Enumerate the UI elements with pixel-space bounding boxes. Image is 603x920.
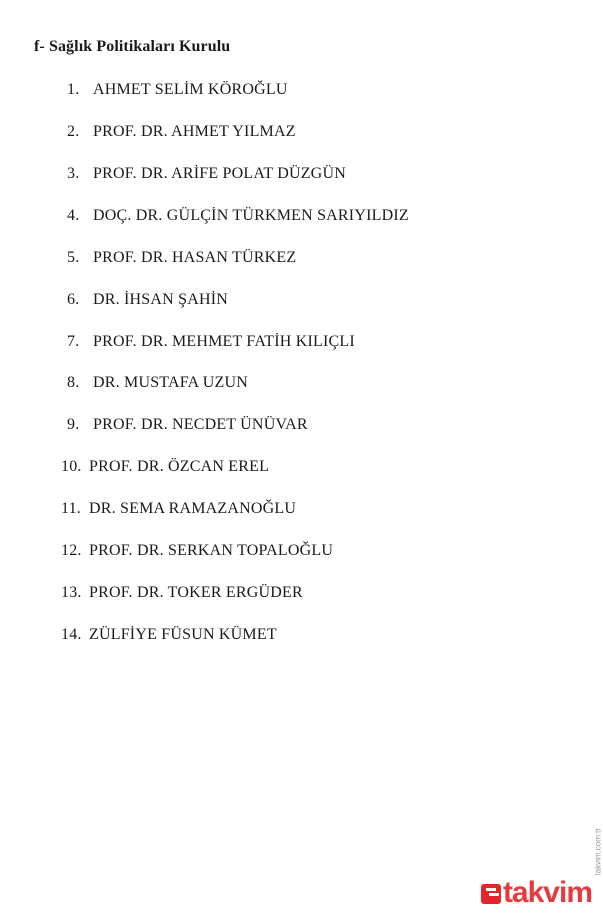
item-number: 12. [61, 542, 82, 559]
list-item [67, 374, 248, 392]
member-name: DR. MUSTAFA UZUN [93, 374, 248, 391]
member-name: PROF. DR. AHMET YILMAZ [93, 123, 296, 140]
item-number: 5. [67, 249, 80, 266]
item-number: 1. [67, 81, 80, 98]
watermark-subtext: takvim.com.tr [594, 828, 603, 876]
watermark-logo [481, 828, 603, 909]
member-name: PROF. DR. TOKER ERGÜDER [89, 584, 303, 601]
member-name: ZÜLFİYE FÜSUN KÜMET [89, 626, 277, 643]
member-name: PROF. DR. ARİFE POLAT DÜZGÜN [93, 165, 346, 182]
list-item [67, 81, 288, 99]
brand-mark-icon [481, 884, 501, 904]
watermark-text: takvim [502, 876, 592, 909]
list-item [67, 333, 355, 351]
list-item [61, 584, 303, 602]
list-item [61, 626, 277, 644]
list-item [67, 416, 308, 434]
member-name: PROF. DR. SERKAN TOPALOĞLU [89, 542, 334, 559]
member-name: AHMET SELİM KÖROĞLU [93, 81, 288, 98]
list-item [61, 500, 296, 518]
member-name: PROF. DR. HASAN TÜRKEZ [93, 249, 297, 266]
item-number: 9. [67, 416, 80, 433]
list-item [61, 458, 269, 476]
item-number: 3. [67, 165, 80, 182]
section-heading: f- Sağlık Politikaları Kurulu [34, 38, 231, 55]
item-number: 14. [61, 626, 82, 643]
item-number: 4. [67, 207, 80, 224]
item-number: 2. [67, 123, 80, 140]
member-name: DR. SEMA RAMAZANOĞLU [89, 500, 297, 517]
member-name: DOÇ. DR. GÜLÇİN TÜRKMEN SARIYILDIZ [93, 207, 409, 224]
list-item [67, 291, 228, 309]
list-item [61, 542, 333, 560]
item-number: 10. [61, 458, 82, 475]
list-item [67, 123, 296, 141]
member-name: DR. İHSAN ŞAHİN [93, 291, 229, 308]
member-name: PROF. DR. ÖZCAN EREL [89, 458, 270, 475]
member-name: PROF. DR. NECDET ÜNÜVAR [93, 416, 308, 433]
item-number: 6. [67, 291, 80, 308]
item-number: 11. [61, 500, 82, 517]
list-item [67, 249, 296, 267]
list-item [67, 207, 409, 225]
list-item [67, 165, 346, 183]
item-number: 13. [61, 584, 82, 601]
item-number: 8. [67, 374, 80, 391]
member-name: PROF. DR. MEHMET FATİH KILIÇLI [93, 333, 355, 350]
item-number: 7. [67, 333, 80, 350]
